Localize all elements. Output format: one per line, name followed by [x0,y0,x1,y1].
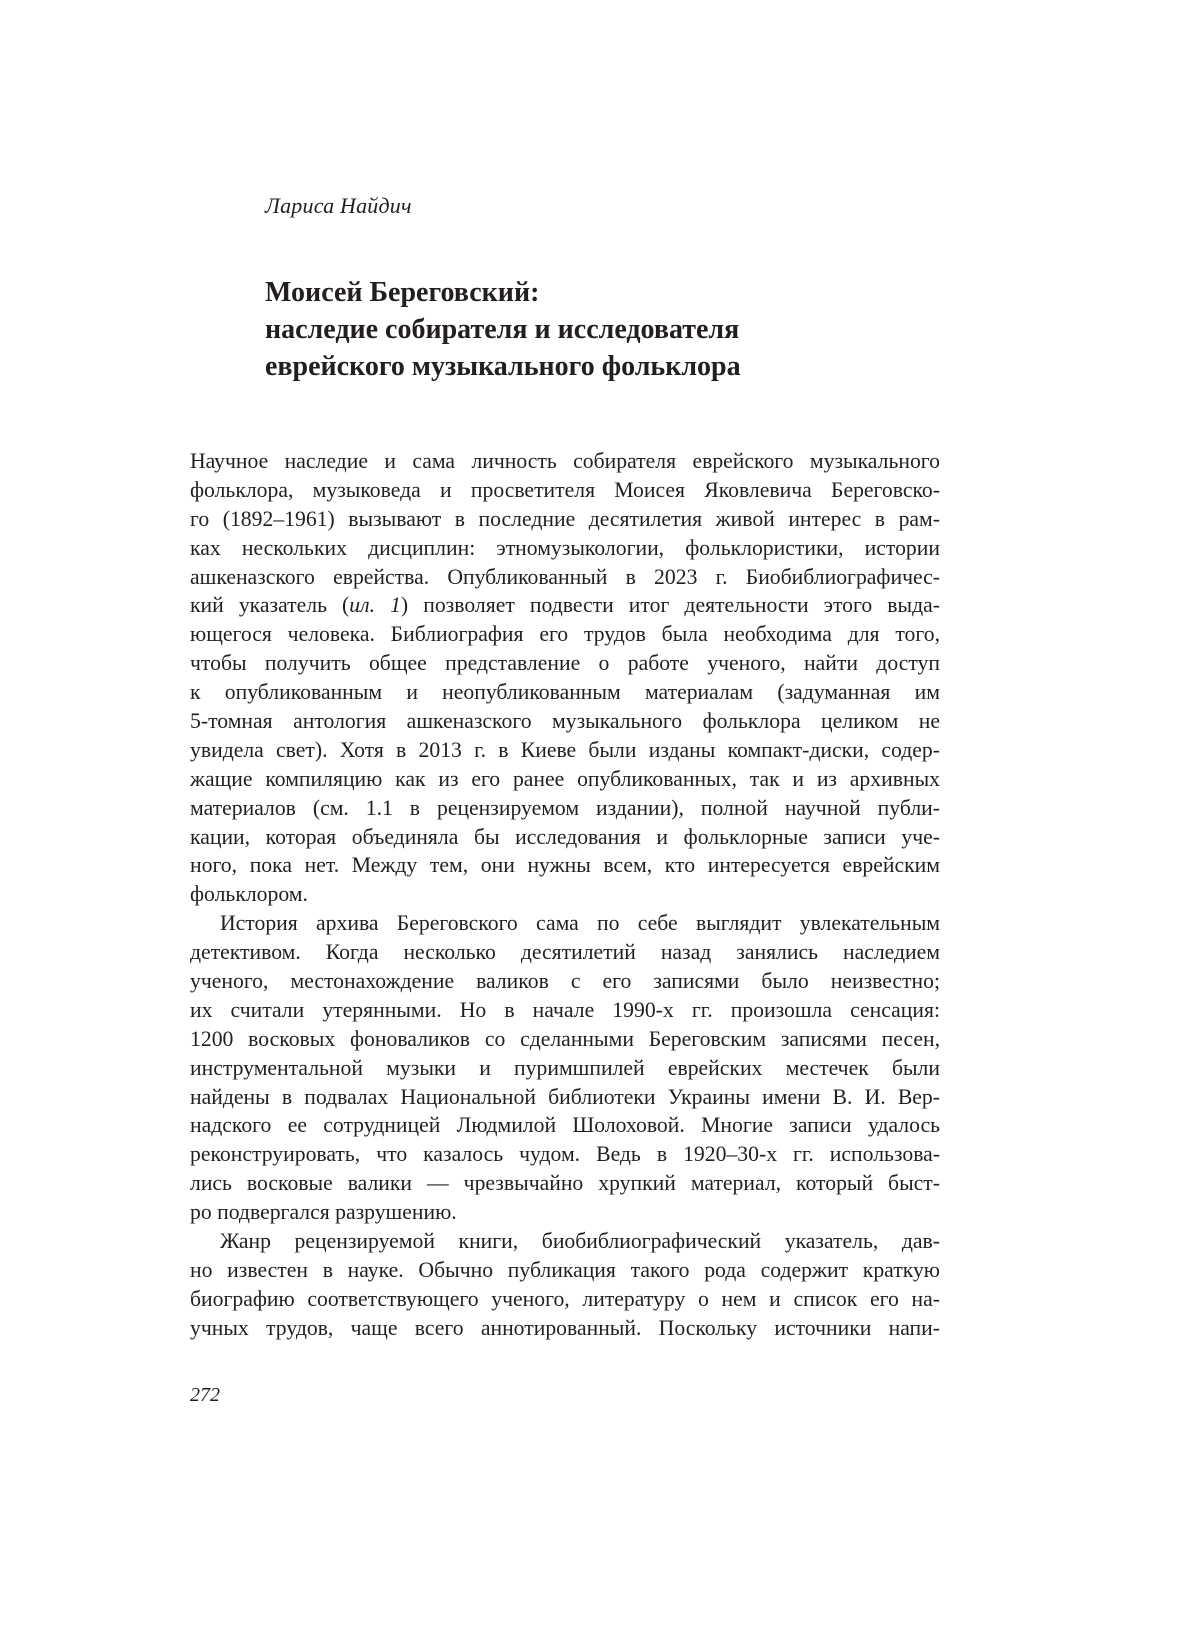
text-line [190,591,940,620]
text-line: материалов (см. 1.1 в рецензируемом издании), полной научной публи- [190,794,940,823]
text-line: увидела свет). Хотя в 2013 г. в Киеве были изданы компакт-диски, содер- [190,736,940,765]
text-line: кации, которая объединяла бы исследования и фольклорные записи уче- [190,823,940,852]
text-line: ного, пока нет. Между тем, они нужны всем, кто интересуется еврейским [190,851,940,880]
text-line: надского ее сотрудницей Людмилой Шолоховой. Многие записи удалось [190,1111,940,1140]
article-body [190,447,940,1343]
article-title [265,274,1025,385]
text-fragment: ) позволяет подвести итог деятельности этого выда- [401,593,940,617]
text-line: ках нескольких дисциплин: этномузыкологии, фольклористики, истории [190,534,940,563]
paragraph-3 [190,1227,940,1343]
text-line: История архива Береговского сама по себе выглядит увлекательным [190,909,940,938]
text-line: к опубликованным и неопубликованным материалам (задуманная им [190,678,940,707]
text-line: фольклором. [190,880,940,909]
text-line: жащие компиляцию как из его ранее опубликованных, так и из архивных [190,765,940,794]
text-line: найдены в подвалах Национальной библиотеки Украины имени В. И. Вер- [190,1083,940,1112]
text-line: детективом. Когда несколько десятилетий назад занялись наследием [190,938,940,967]
text-line: Научное наследие и сама личность собирателя еврейского музыкального [190,447,940,476]
title-line: Моисей Береговский: [265,274,1025,311]
text-line: го (1892–1961) вызывают в последние десятилетия живой интерес в рам- [190,505,940,534]
text-line: Жанр рецензируемой книги, биобиблиографический указатель, дав- [190,1227,940,1256]
text-line: их считали утерянными. Но в начале 1990-х гг. произошла сенсация: [190,996,940,1025]
text-line: 5-томная антология ашкеназского музыкального фольклора целиком не [190,707,940,736]
text-line: ученого, местонахождение валиков с его записями было неизвестно; [190,967,940,996]
text-line: учных трудов, чаще всего аннотированный. Поскольку источники напи- [190,1314,940,1343]
paragraph-2 [190,909,940,1227]
text-line: биографию соответствующего ученого, литературу о нем и список его на- [190,1285,940,1314]
title-line: еврейского музыкального фольклора [265,348,1025,385]
text-fragment: кий указатель ( [190,593,349,617]
text-line: но известен в науке. Обычно публикация такого рода содержит краткую [190,1256,940,1285]
figure-reference: ил. 1 [349,593,401,617]
title-line: наследие собирателя и исследователя [265,311,1025,348]
text-line: инструментальной музыки и пуримшпилей еврейских местечек были [190,1054,940,1083]
text-line: реконструировать, что казалось чудом. Ведь в 1920–30-х гг. использова- [190,1140,940,1169]
text-line: ашкеназского еврейства. Опубликованный в 2023 г. Биобиблиографичес- [190,563,940,592]
text-line: фольклора, музыковеда и просветителя Моисея Яковлевича Береговско- [190,476,940,505]
text-line: ро подвергался разрушению. [190,1198,940,1227]
text-line: 1200 восковых фоноваликов со сделанными Береговским записями песен, [190,1025,940,1054]
author-name: Лариса Найдич [265,192,412,220]
paragraph-1 [190,447,940,909]
text-line: лись восковые валики — чрезвычайно хрупкий материал, который быст- [190,1169,940,1198]
text-line: ющегося человека. Библиография его трудов была необходима для того, [190,620,940,649]
text-line: чтобы получить общее представление о работе ученого, найти доступ [190,649,940,678]
page-number: 272 [190,1383,220,1407]
